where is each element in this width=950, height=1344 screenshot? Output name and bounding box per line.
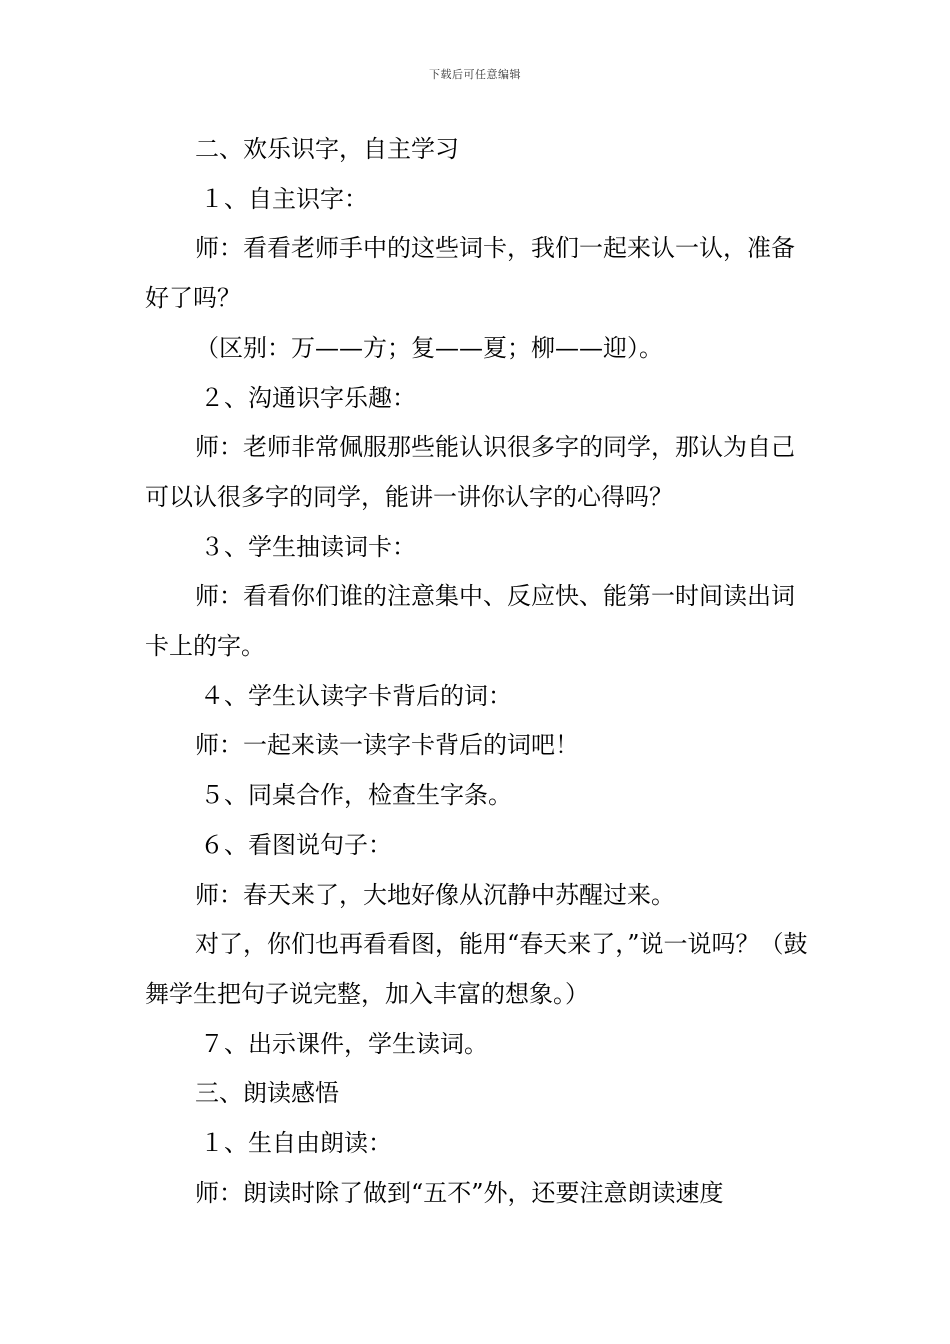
section-heading-3: 三、朗读感悟 bbox=[195, 1079, 339, 1108]
distinguish-note: （区别：万——方；复——夏；柳——迎）。 bbox=[195, 333, 663, 362]
teacher-line: 师：看看老师手中的这些词卡，我们一起来认一认，准备好了吗？ bbox=[145, 234, 795, 313]
step-4-heading: ４、学生认读字卡背后的词： bbox=[200, 681, 512, 710]
step-6-heading: ６、看图说句子： bbox=[200, 830, 392, 859]
step-2-heading: ２、沟通识字乐趣： bbox=[200, 383, 416, 412]
step-1-heading: １、自主识字： bbox=[200, 184, 368, 213]
teacher-line: 师：一起来读一读字卡背后的词吧！ bbox=[195, 731, 579, 760]
body-paragraph: 对了，你们也再看看图，能用“春天来了，”说一说吗？（鼓舞学生把句子说完整，加入丰富的想象。） bbox=[145, 930, 808, 1008]
teacher-line: 师：老师非常佩服那些能认识很多字的同学，那认为自己可以认很多字的同学，能讲一讲你认字的心得吗？ bbox=[145, 433, 795, 511]
teacher-line: 师：春天来了，大地好像从沉静中苏醒过来。 bbox=[195, 880, 675, 909]
section-heading-2: 二、欢乐识字，自主学习 bbox=[195, 135, 459, 163]
teacher-line: 师：看看你们谁的注意集中、反应快、能第一时间读出词卡上的字。 bbox=[145, 582, 795, 661]
step-1-heading: １、生自由朗读： bbox=[200, 1129, 392, 1158]
teacher-line: 师：朗读时除了做到“五不”外，还要注意朗读速度 bbox=[195, 1178, 724, 1207]
step-3-heading: ３、学生抽读词卡： bbox=[200, 532, 416, 561]
step-7-heading: ７、出示课件，学生读词。 bbox=[200, 1029, 488, 1058]
header-note: 下载后可任意编辑 bbox=[429, 68, 521, 81]
document-body bbox=[145, 125, 810, 1218]
step-5-heading: ５、同桌合作，检查生字条。 bbox=[200, 781, 512, 810]
